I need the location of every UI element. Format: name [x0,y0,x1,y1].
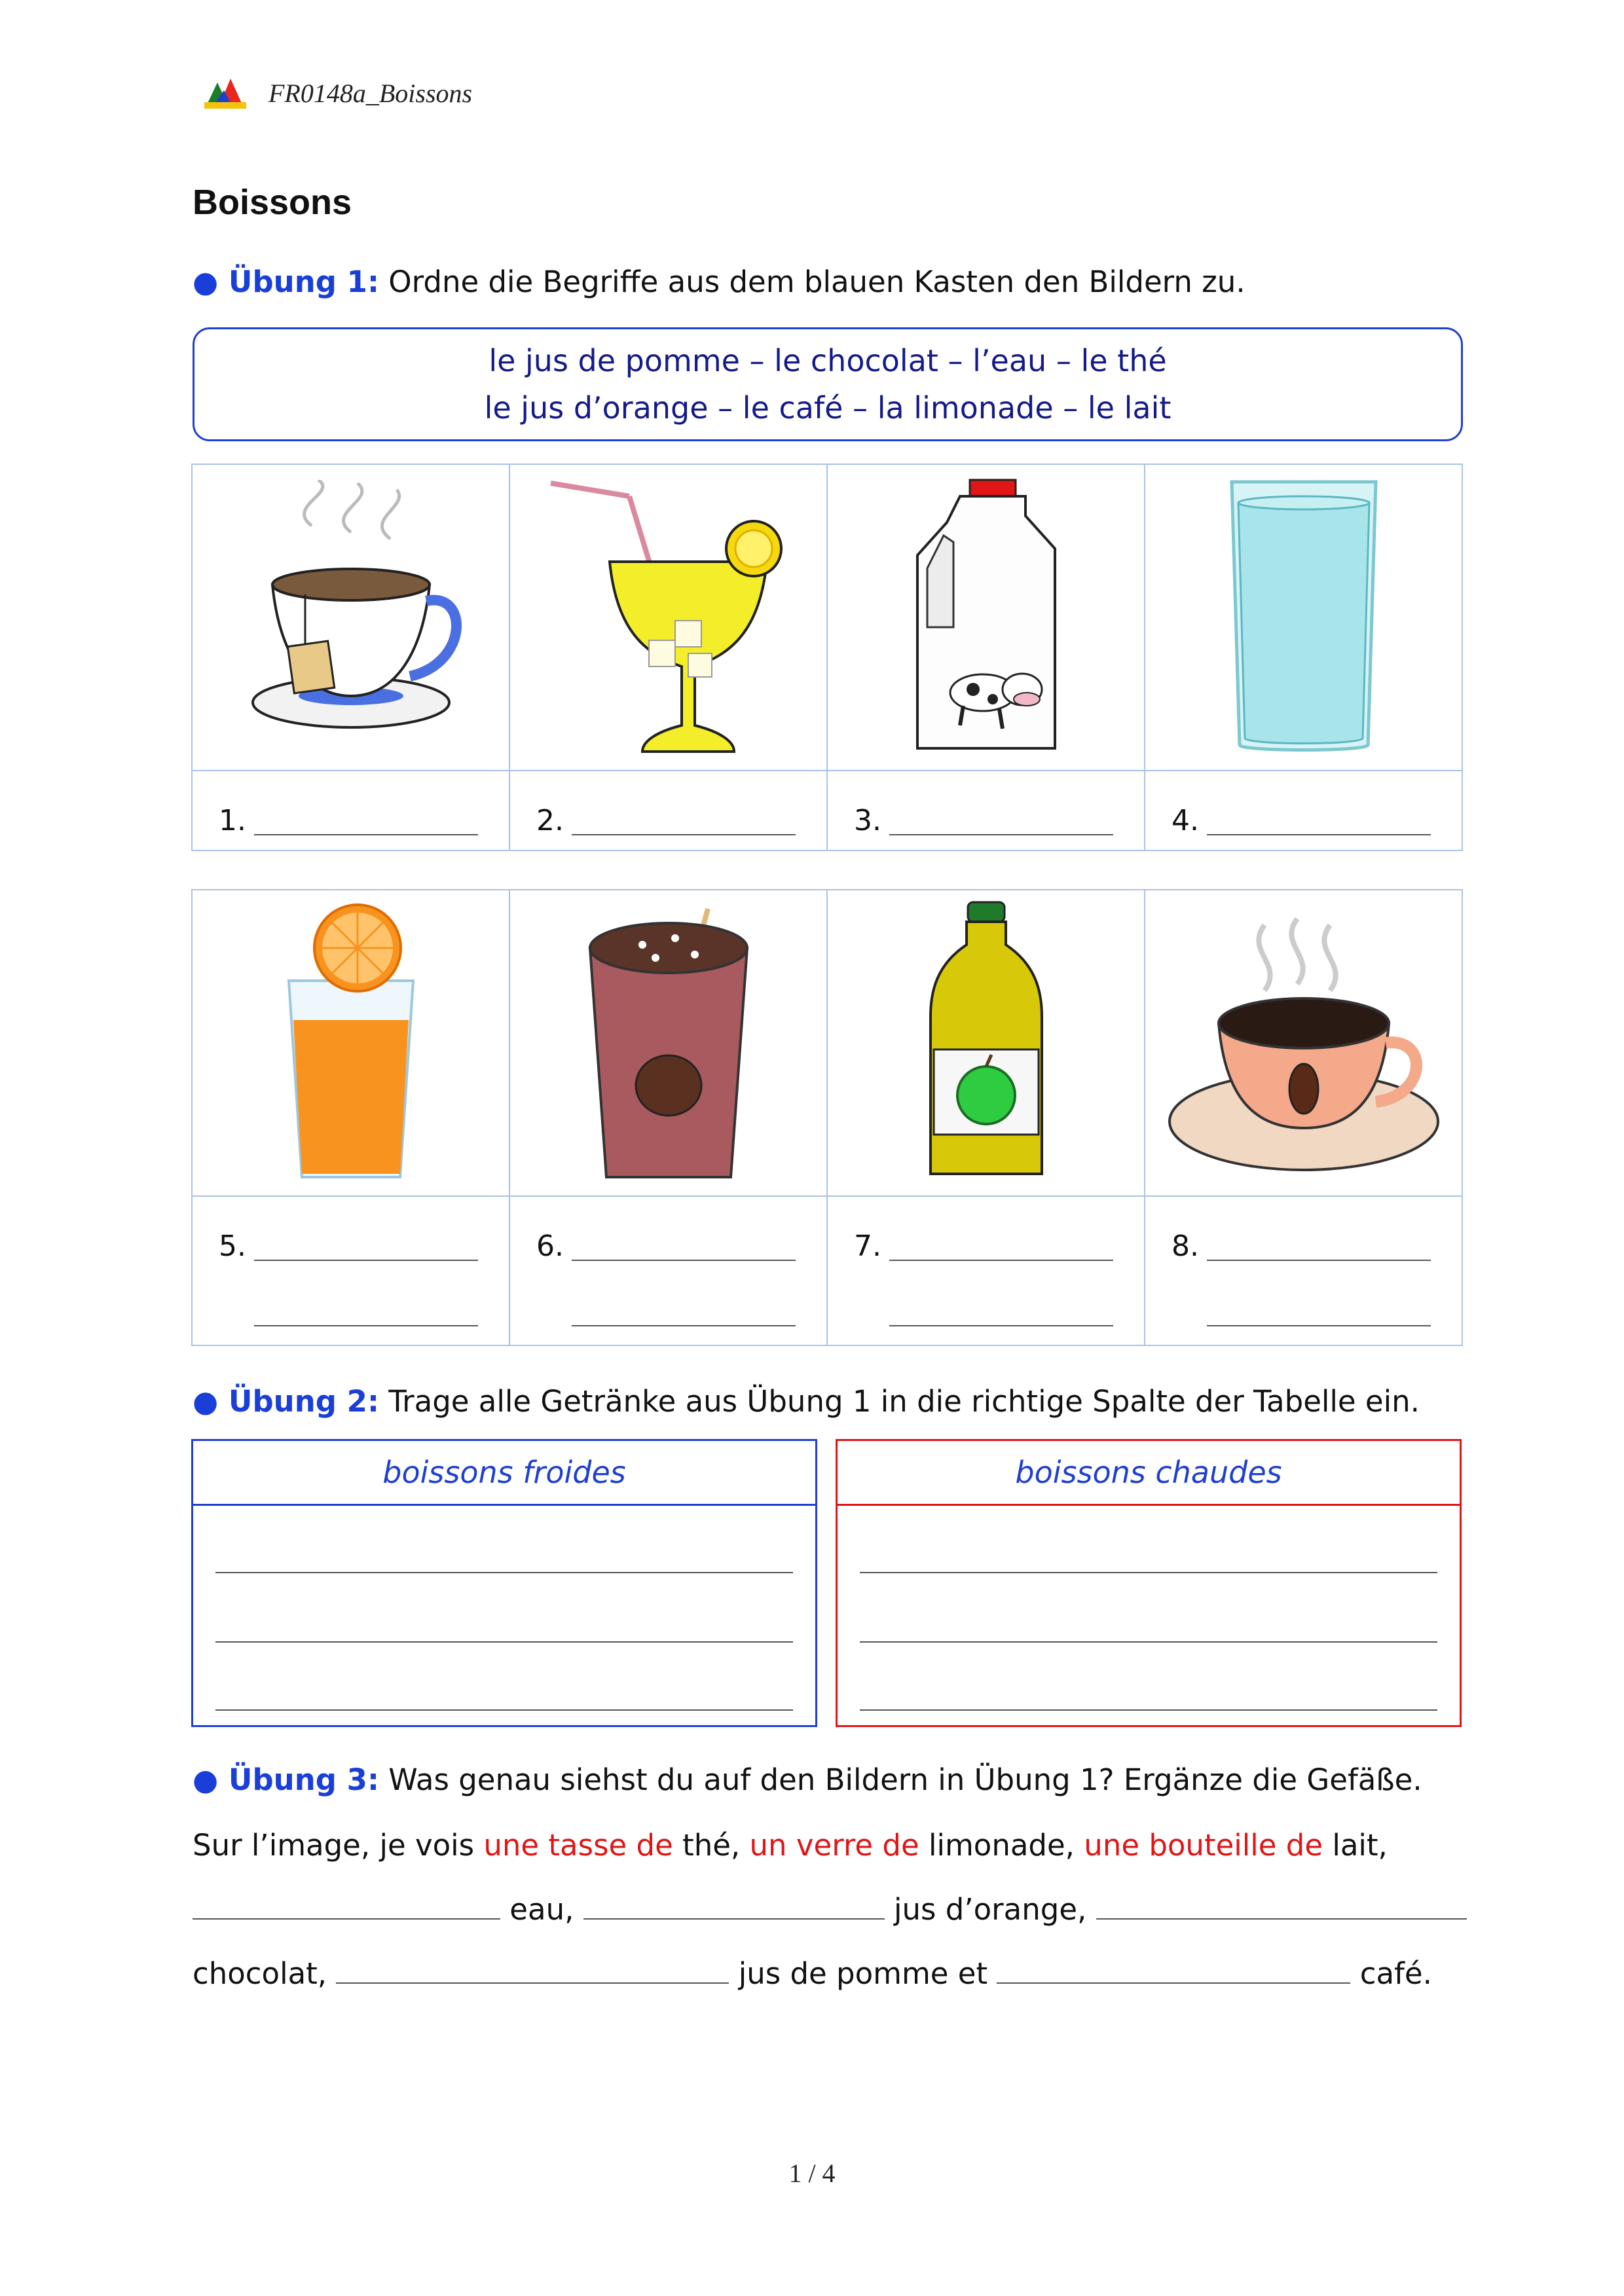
item-number: 8. [1172,1230,1199,1263]
write-line[interactable] [860,1709,1437,1711]
answer-line[interactable] [572,1325,796,1326]
chocolate-cup-icon [583,902,754,1184]
example-container: un verre de [749,1828,919,1863]
write-line[interactable] [215,1572,793,1573]
answer-line[interactable] [572,1260,796,1261]
exercise3-heading [193,1762,1422,1797]
milk-bottle-icon [908,477,1065,758]
orange-juice-glass-icon [279,902,423,1184]
fill-blank[interactable] [1096,1892,1467,1920]
answer-line[interactable] [254,1325,478,1326]
exercise3-instruction: Was genau siehst du auf den Bildern in Übung 1? Ergänze die Gefäße. [388,1762,1422,1797]
answer-cell-7 [828,1197,1144,1345]
water-glass-icon [1225,477,1382,758]
example-container: une tasse de [483,1828,673,1863]
exercise2-label: ● Übung 2: [193,1384,379,1419]
exercise1-instruction: Ordne die Begriffe aus dem blauen Kasten den Bildern zu. [388,264,1246,299]
example-container: une bouteille de [1084,1828,1323,1863]
item-number: 5. [219,1230,246,1263]
fill-blank[interactable] [193,1892,500,1920]
exercise1-label: ● Übung 1: [193,264,379,299]
coffee-cup-icon [1166,912,1441,1174]
item-number: 3. [854,804,881,837]
sentence-text: jus de pomme et [729,1956,997,1991]
write-line[interactable] [215,1709,793,1711]
word-box [193,327,1463,441]
word-box-line-1: le jus de pomme – le chocolat – l’eau – le thé [489,343,1167,378]
fill-blank[interactable] [583,1892,885,1920]
sentence-line-2 [193,1892,1467,1927]
cold-drinks-header: boissons froides [193,1441,815,1506]
document-id: FR0148a_Boissons [268,78,473,108]
picture-cell-8 [1145,890,1462,1196]
exercise3-label: ● Übung 3: [193,1762,379,1797]
hot-drinks-header: boissons chaudes [838,1441,1460,1506]
word-box-line-2: le jus d’orange – le café – la limonade – le lait [484,390,1172,426]
picture-cell-3 [827,464,1145,771]
answer-cell-3 [828,771,1144,850]
publisher-logo-icon [203,76,249,110]
answer-line[interactable] [889,1325,1113,1326]
document-header [203,73,472,113]
lemonade-glass-icon [544,477,793,758]
item-number: 1. [219,804,246,837]
answer-line[interactable] [889,834,1113,835]
answer-cell-2 [510,771,826,850]
answer-cell-6 [510,1197,826,1345]
answer-cell-1 [193,771,509,850]
hot-drinks-table [836,1439,1462,1727]
answer-line[interactable] [1207,834,1431,835]
picture-cell-5 [192,890,509,1196]
exercise1-heading [193,264,1246,299]
sentence-line-3 [193,1956,1432,1991]
sentence-text: café. [1350,1956,1432,1991]
cold-drinks-table [191,1439,817,1727]
picture-grid-row-1 [191,464,1463,851]
sentence-text: lait, [1323,1828,1388,1863]
apple-juice-bottle-icon [921,899,1052,1187]
answer-line[interactable] [889,1260,1113,1261]
sentence-text: thé, [673,1828,750,1863]
picture-cell-7 [827,890,1145,1196]
write-line[interactable] [215,1641,793,1643]
answer-line[interactable] [572,834,796,835]
sentence-text: chocolat, [193,1956,337,1991]
write-line[interactable] [860,1641,1437,1643]
answer-line[interactable] [1207,1260,1431,1261]
answer-cell-8 [1145,1197,1462,1345]
answer-line[interactable] [254,1260,478,1261]
answer-line[interactable] [1207,1325,1431,1326]
sentence-text: eau, [500,1892,583,1927]
exercise2-instruction: Trage alle Getränke aus Übung 1 in die richtige Spalte der Tabelle ein. [388,1384,1420,1419]
sentence-text: Sur l’image, je vois [193,1828,484,1863]
picture-cell-6 [509,890,827,1196]
item-number: 6. [536,1230,564,1263]
picture-cell-2 [509,464,827,771]
picture-grid-row-2 [191,889,1463,1346]
picture-cell-1 [192,464,509,771]
fill-blank[interactable] [997,1956,1350,1984]
write-line[interactable] [860,1572,1437,1573]
sentence-text: jus d’orange, [884,1892,1096,1927]
sentence-line-1 [193,1828,1388,1863]
answer-cell-4 [1145,771,1462,850]
sentence-text: limonade, [919,1828,1084,1863]
item-number: 7. [854,1230,881,1263]
picture-cell-4 [1145,464,1462,771]
fill-blank[interactable] [336,1956,729,1984]
exercise2-heading [193,1384,1420,1419]
tea-cup-icon [240,480,462,755]
item-number: 2. [536,804,564,837]
page-title: Boissons [193,183,352,222]
answer-line[interactable] [254,834,478,835]
answer-cell-5 [193,1197,509,1345]
page-number: 1 / 4 [788,2159,836,2188]
item-number: 4. [1172,804,1199,837]
